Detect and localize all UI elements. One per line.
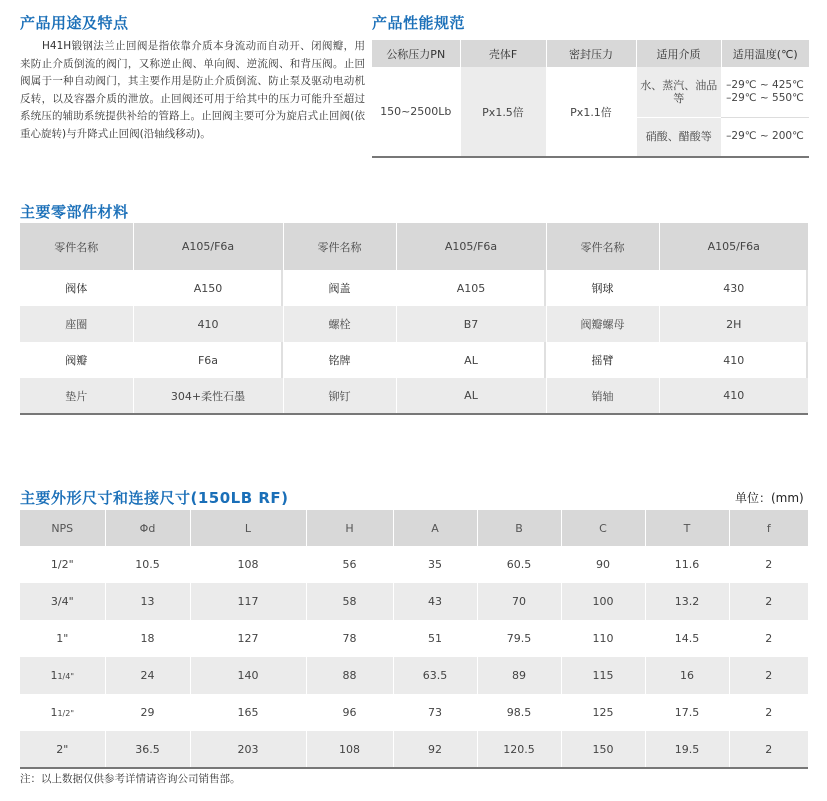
dims-cell: 100 <box>561 583 645 620</box>
part-name: 阀瓣 <box>20 342 133 378</box>
parts-header-row <box>20 223 808 270</box>
dims-cell: 1" <box>20 620 105 657</box>
spec-temp: –29℃ ~ 200℃ <box>721 117 809 157</box>
dims-cell: 165 <box>190 694 306 731</box>
nps-whole: 1 <box>50 706 58 719</box>
dims-cell: 89 <box>477 657 561 694</box>
dims-cell: 90 <box>561 546 645 583</box>
dims-row <box>20 546 808 583</box>
dims-row <box>20 583 808 620</box>
dims-cell: 2 <box>729 583 808 620</box>
part-material: A105 <box>396 270 546 306</box>
dims-cell: 3/4" <box>20 583 105 620</box>
part-material: B7 <box>396 306 546 342</box>
part-material: 304+柔性石墨 <box>133 378 283 414</box>
parts-table <box>20 223 808 415</box>
nps-fraction: 1/4" <box>57 672 75 681</box>
spec-row <box>372 67 809 117</box>
part-material: A150 <box>133 270 283 306</box>
dims-cell: 35 <box>393 546 477 583</box>
spec-temp-line: –29℃ ~ 550℃ <box>726 91 804 104</box>
dims-cell: 24 <box>105 657 190 694</box>
parts-row <box>20 270 808 306</box>
dims-cell: 203 <box>190 731 306 768</box>
dims-table <box>20 510 808 769</box>
parts-header-cell: 零件名称 <box>283 223 396 270</box>
nps-whole: 1 <box>50 669 58 682</box>
dims-cell: 125 <box>561 694 645 731</box>
dims-header-cell: B <box>477 510 561 546</box>
part-name: 铆钉 <box>283 378 396 414</box>
parts-row <box>20 306 808 342</box>
dims-header-cell: T <box>645 510 729 546</box>
part-name: 铭牌 <box>283 342 396 378</box>
spec-medium: 硝酸、醋酸等 <box>636 117 721 157</box>
dims-cell: 2 <box>729 546 808 583</box>
parts-header-cell: 零件名称 <box>20 223 133 270</box>
part-material: 410 <box>659 342 808 378</box>
part-name: 摇臂 <box>546 342 659 378</box>
dims-cell: 120.5 <box>477 731 561 768</box>
dims-cell: 98.5 <box>477 694 561 731</box>
part-material: 430 <box>659 270 808 306</box>
spec-title: 产品性能规范 <box>372 14 466 32</box>
spec-seal: Px1.1倍 <box>546 67 636 157</box>
dims-header-cell: Φd <box>105 510 190 546</box>
dims-cell: 14.5 <box>645 620 729 657</box>
dims-header-cell: NPS <box>20 510 105 546</box>
dims-cell: 13.2 <box>645 583 729 620</box>
dims-cell: 108 <box>190 546 306 583</box>
part-material: AL <box>396 378 546 414</box>
dims-cell: 63.5 <box>393 657 477 694</box>
spec-header-cell: 公称压力PN <box>372 40 460 67</box>
dims-header-cell: C <box>561 510 645 546</box>
dims-title: 主要外形尺寸和连接尺寸(150LB RF) <box>20 489 289 507</box>
dims-cell: 78 <box>306 620 393 657</box>
spec-temp-line: –29℃ ~ 425℃ <box>726 78 804 91</box>
spec-table <box>372 40 809 158</box>
dims-cell: 140 <box>190 657 306 694</box>
part-name: 垫片 <box>20 378 133 414</box>
part-name: 阀瓣螺母 <box>546 306 659 342</box>
dims-cell: 56 <box>306 546 393 583</box>
dims-cell: 11.6 <box>645 546 729 583</box>
dims-cell: 2 <box>729 620 808 657</box>
part-name: 钢球 <box>546 270 659 306</box>
dims-cell-nps <box>20 694 105 731</box>
dims-cell: 19.5 <box>645 731 729 768</box>
dims-cell: 2 <box>729 694 808 731</box>
dims-cell: 110 <box>561 620 645 657</box>
dims-cell: 73 <box>393 694 477 731</box>
usage-title: 产品用途及特点 <box>20 14 129 32</box>
part-material: 410 <box>133 306 283 342</box>
part-material: F6a <box>133 342 283 378</box>
dims-cell: 36.5 <box>105 731 190 768</box>
part-name: 阀体 <box>20 270 133 306</box>
dims-cell: 60.5 <box>477 546 561 583</box>
dims-cell: 88 <box>306 657 393 694</box>
dims-cell: 2 <box>729 731 808 768</box>
dims-cell: 10.5 <box>105 546 190 583</box>
dims-cell: 96 <box>306 694 393 731</box>
parts-header-cell: A105/F6a <box>133 223 283 270</box>
spec-pressure: 150~2500Lb <box>372 67 460 157</box>
dims-cell: 58 <box>306 583 393 620</box>
dims-cell: 92 <box>393 731 477 768</box>
parts-header-cell: A105/F6a <box>396 223 546 270</box>
spec-header-cell: 密封压力 <box>546 40 636 67</box>
dims-cell: 70 <box>477 583 561 620</box>
dims-cell: 2" <box>20 731 105 768</box>
dims-header-cell: H <box>306 510 393 546</box>
part-material: 410 <box>659 378 808 414</box>
spec-header-cell: 适用介质 <box>636 40 721 67</box>
dims-header-cell: f <box>729 510 808 546</box>
dims-row <box>20 620 808 657</box>
dims-cell: 150 <box>561 731 645 768</box>
dims-cell: 1/2" <box>20 546 105 583</box>
dims-header-cell: L <box>190 510 306 546</box>
spec-header-cell: 适用温度(℃) <box>721 40 809 67</box>
footnote: 注：以上数据仅供参考详情请咨询公司销售部。 <box>20 773 241 785</box>
dims-cell: 51 <box>393 620 477 657</box>
dims-cell: 115 <box>561 657 645 694</box>
dims-row <box>20 731 808 768</box>
dims-cell: 117 <box>190 583 306 620</box>
usage-description: H41H锻钢法兰止回阀是指依靠介质本身流动而自动开、闭阀瓣，用来防止介质倒流的阀门，又称逆止阀、单向阀、逆流阀、和背压阀。止回阀属于一种自动阀门，其主要作用是防止介质倒流、防止泵及驱动电动机反转，以及容器介质的泄放。止回阀还可用于给其中的压力可能升至超过系统压的辅助系统提供补给的管路上。止回阀主要可分为旋启式止回阀(依重心旋转)与升降式止回阀(沿轴线移动)。 <box>20 40 365 140</box>
dims-cell: 108 <box>306 731 393 768</box>
dims-cell: 79.5 <box>477 620 561 657</box>
dims-cell: 18 <box>105 620 190 657</box>
dims-cell-nps <box>20 657 105 694</box>
parts-header-cell: 零件名称 <box>546 223 659 270</box>
dims-cell: 127 <box>190 620 306 657</box>
dims-row <box>20 694 808 731</box>
part-name: 座圈 <box>20 306 133 342</box>
spec-temp <box>721 67 809 117</box>
spec-header-row <box>372 40 809 67</box>
nps-fraction: 1/2" <box>57 709 75 718</box>
parts-row <box>20 342 808 378</box>
spec-shell: Px1.5倍 <box>460 67 546 157</box>
part-material: AL <box>396 342 546 378</box>
part-name: 螺栓 <box>283 306 396 342</box>
dims-cell: 13 <box>105 583 190 620</box>
part-name: 销轴 <box>546 378 659 414</box>
dims-cell: 17.5 <box>645 694 729 731</box>
dims-header-cell: A <box>393 510 477 546</box>
spec-header-cell: 壳体F <box>460 40 546 67</box>
dims-cell: 2 <box>729 657 808 694</box>
part-name: 阀盖 <box>283 270 396 306</box>
dims-row <box>20 657 808 694</box>
parts-title: 主要零部件材料 <box>20 203 129 221</box>
dims-header-row <box>20 510 808 546</box>
dims-cell: 43 <box>393 583 477 620</box>
parts-row <box>20 378 808 414</box>
spec-medium: 水、蒸汽、油品等 <box>636 67 721 117</box>
dims-cell: 29 <box>105 694 190 731</box>
parts-header-cell: A105/F6a <box>659 223 808 270</box>
unit-label: 单位：(mm) <box>735 491 804 505</box>
part-material: 2H <box>659 306 808 342</box>
dims-cell: 16 <box>645 657 729 694</box>
